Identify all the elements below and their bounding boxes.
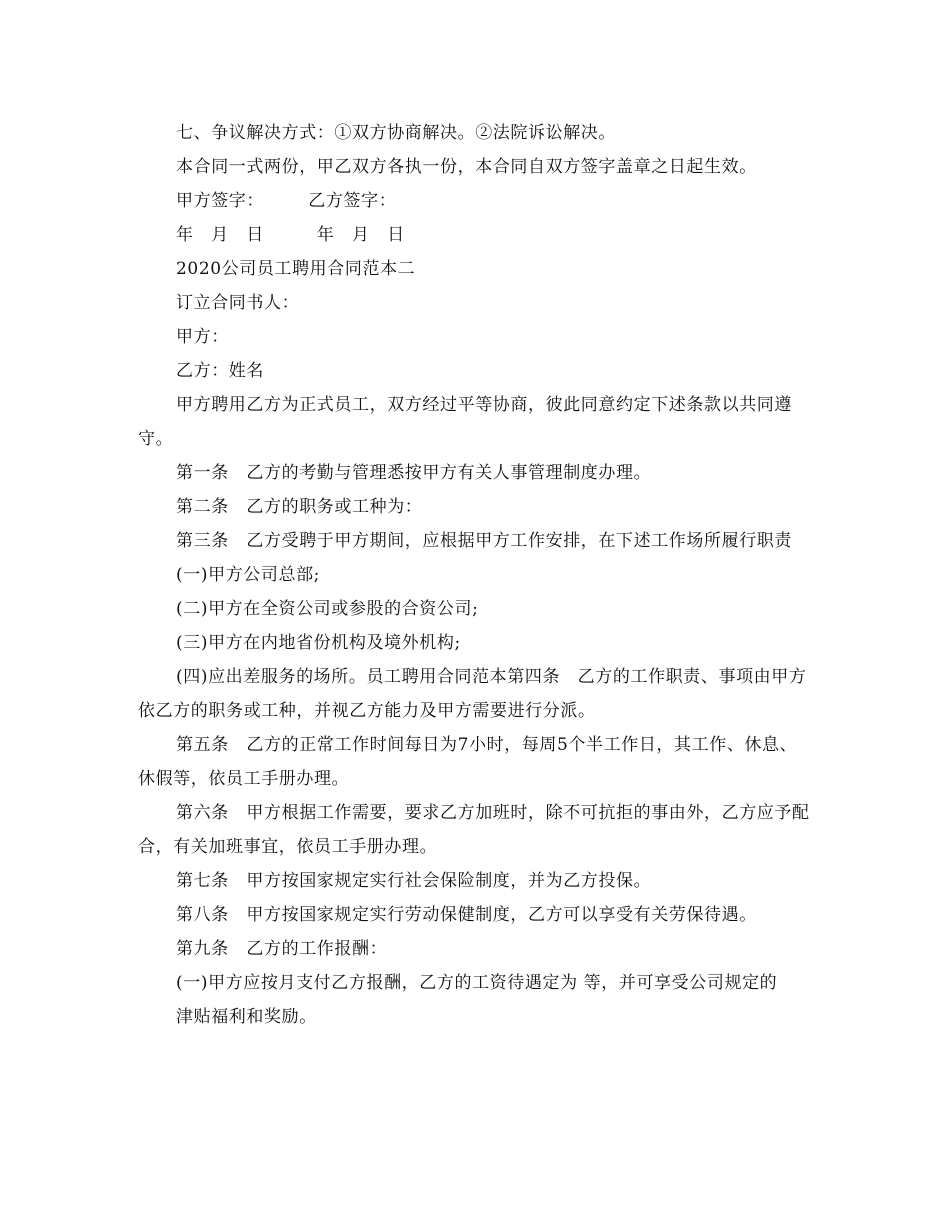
article-7: 第七条 甲方按国家规定实行社会保险制度，并为乙方投保。 [176,871,652,891]
article-1: 第一条 乙方的考勤与管理悉按甲方有关人事管理制度办理。 [176,463,652,483]
article-3-item-2: (二)甲方在全资公司或参股的合资公司; [176,599,479,619]
document-body [138,116,814,1034]
section-title: 2020公司员工聘用合同范本二 [176,259,416,279]
article-3-item-1: (一)甲方公司总部; [176,565,320,585]
article-8: 第八条 甲方按国家规定实行劳动保健制度，乙方可以享受有关劳保待遇。 [176,905,757,925]
article-2: 第二条 乙方的职务或工种为： [176,497,423,517]
article-3-item-3: (三)甲方在内地省份机构及境外机构; [176,633,461,653]
article-5: 第五条 乙方的正常工作时间每日为7小时，每周5个半工作日，其工作、休息、休假等，依员工手册办理。 [138,735,798,789]
article-9-item-1: (一)甲方应按月支付乙方报酬，乙方的工资待遇定为 等，并可享受公司规定的 [176,973,778,993]
article-3-item-4-article-4: (四)应出差服务的场所。员工聘用合同范本第四条 乙方的工作职责、事项由甲方依乙方的职务或工种，并视乙方能力及甲方需要进行分派。 [138,667,807,721]
date-line: 年 月 日 年 月 日 [176,225,405,245]
contract-copies-effective: 本合同一式两份，甲乙双方各执一份，本合同自双方签字盖章之日起生效。 [176,157,757,177]
article-6: 第六条 甲方根据工作需要，要求乙方加班时，除不可抗拒的事由外，乙方应予配合，有关加班事宜，依员工手册办理。 [138,803,810,857]
clause-dispute-resolution: 七、争议解决方式：①双方协商解决。②法院诉讼解决。 [176,123,616,143]
article-9: 第九条 乙方的工作报酬： [176,939,388,959]
party-a: 甲方： [176,327,229,347]
article-3: 第三条 乙方受聘于甲方期间，应根据甲方工作安排，在下述工作场所履行职责 [176,531,792,551]
employment-preamble: 甲方聘用乙方为正式员工，双方经过平等协商，彼此同意约定下述条款以共同遵守。 [138,395,792,449]
signature-line: 甲方签字： 乙方签字： [176,191,397,211]
article-9-item-1-continued: 津贴福利和奖励。 [176,1007,317,1027]
contract-parties-heading: 订立合同书人： [176,293,300,313]
party-b: 乙方：姓名 [176,361,264,381]
